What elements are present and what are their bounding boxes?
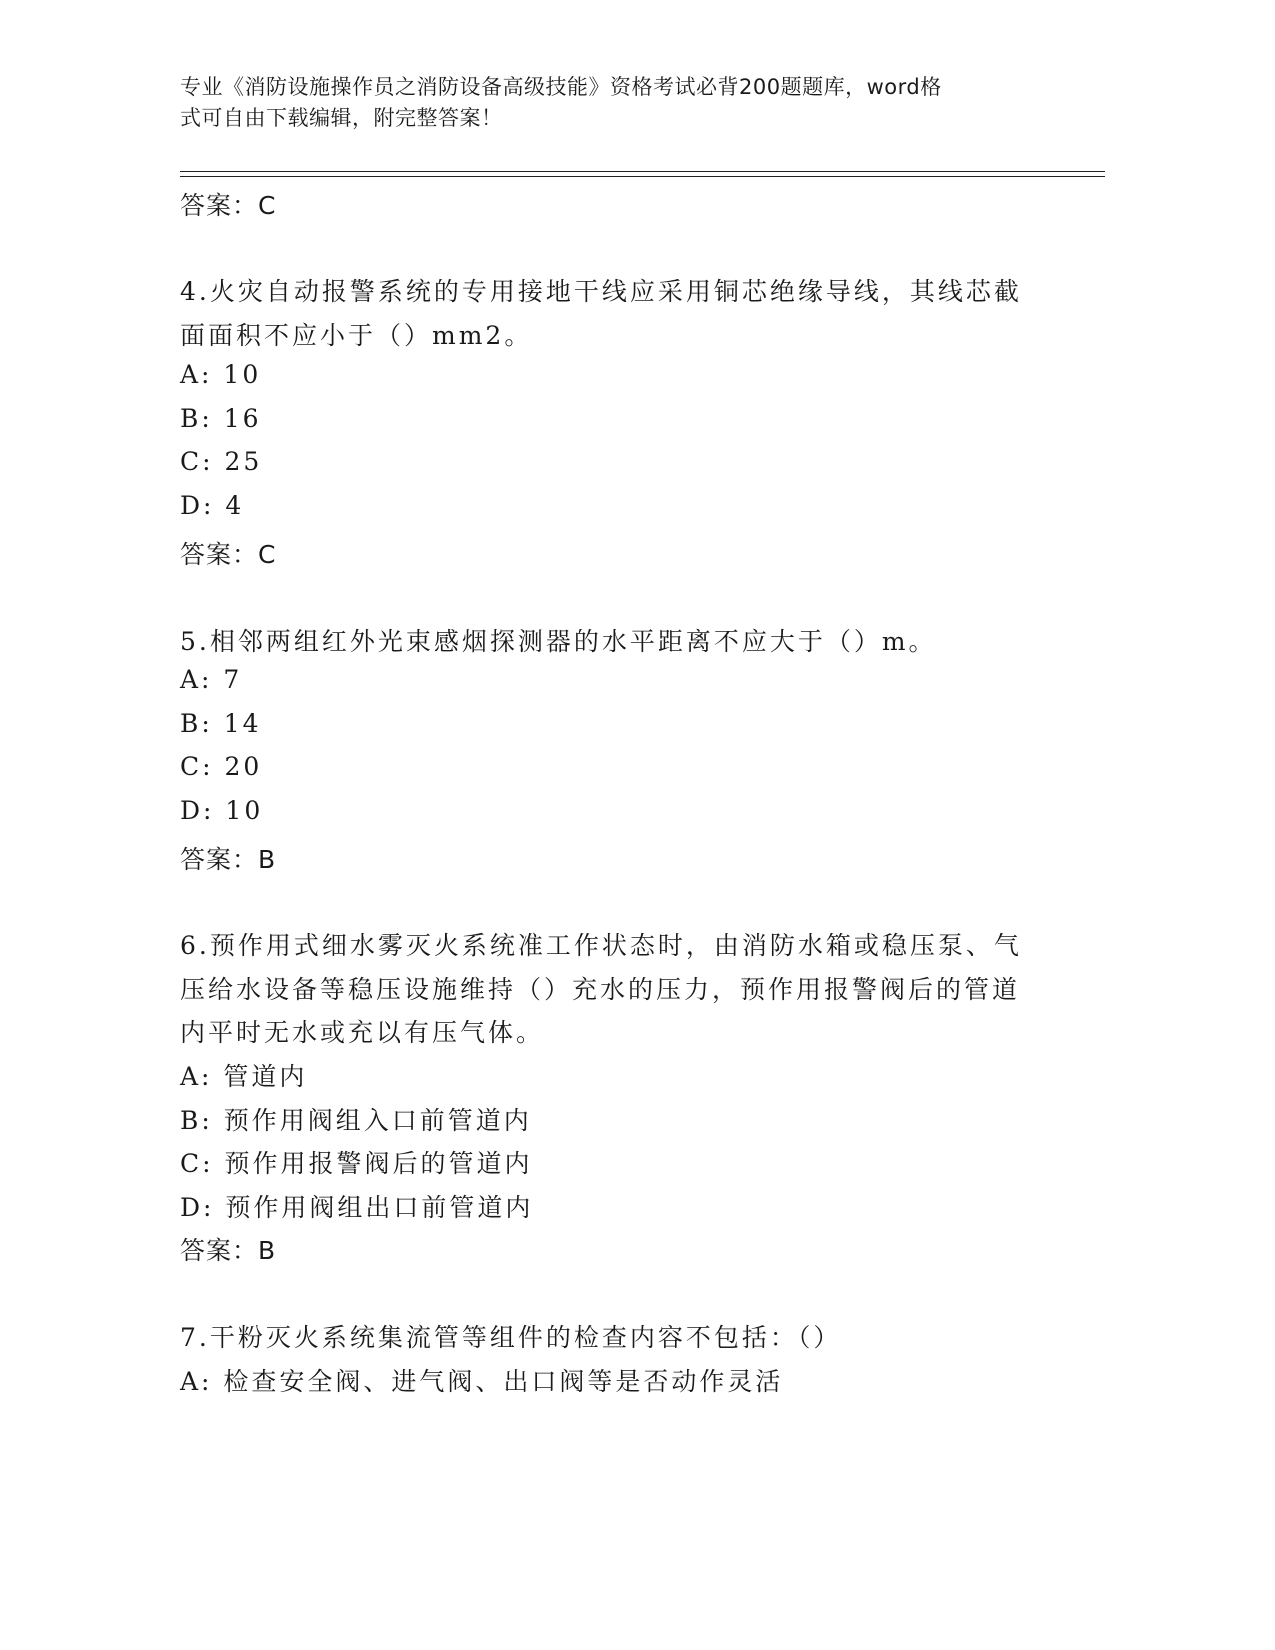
option-d: D: 10	[180, 796, 264, 825]
option-a: A: 10	[180, 360, 262, 389]
answer-q5: 答案：B	[180, 845, 277, 874]
question-stem-line: 5.相邻两组红外光束感烟探测器的水平距离不应大于（）m。	[180, 627, 937, 656]
header-divider-bottom	[180, 176, 1105, 177]
option-c: C: 25	[180, 447, 263, 476]
option-a: A: 7	[180, 665, 243, 694]
option-c: C: 20	[180, 752, 263, 781]
option-a: A: 检查安全阀、进气阀、出口阀等是否动作灵活	[180, 1367, 784, 1396]
answer-q4: 答案：C	[180, 540, 277, 569]
answer-q6: 答案：B	[180, 1236, 277, 1265]
question-stem-line: 面面积不应小于（）mm2。	[180, 321, 533, 350]
option-a: A: 管道内	[180, 1062, 308, 1091]
question-stem-line: 压给水设备等稳压设施维持（）充水的压力，预作用报警阀后的管道	[180, 975, 1021, 1004]
question-stem-line: 6.预作用式细水雾灭火系统准工作状态时，由消防水箱或稳压泵、气	[180, 931, 1022, 960]
option-b: B: 预作用阀组入口前管道内	[180, 1106, 532, 1135]
document-header	[180, 72, 1060, 134]
question-stem-line: 7.干粉灭火系统集流管等组件的检查内容不包括：（）	[180, 1323, 842, 1352]
answer-q3: 答案：C	[180, 191, 277, 220]
header-divider-top	[180, 171, 1105, 172]
option-b: B: 14	[180, 709, 262, 738]
question-stem-line: 4.火灾自动报警系统的专用接地干线应采用铜芯绝缘导线，其线芯截	[180, 277, 1022, 306]
option-d: D: 4	[180, 491, 245, 520]
question-stem-line: 内平时无水或充以有压气体。	[180, 1018, 545, 1047]
option-b: B: 16	[180, 404, 262, 433]
option-d: D: 预作用阀组出口前管道内	[180, 1193, 534, 1222]
header-line-1: 专业《消防设施操作员之消防设备高级技能》资格考试必背200题题库，word格	[180, 75, 942, 99]
option-c: C: 预作用报警阀后的管道内	[180, 1149, 533, 1178]
header-line-2: 式可自由下载编辑，附完整答案！	[180, 106, 503, 130]
